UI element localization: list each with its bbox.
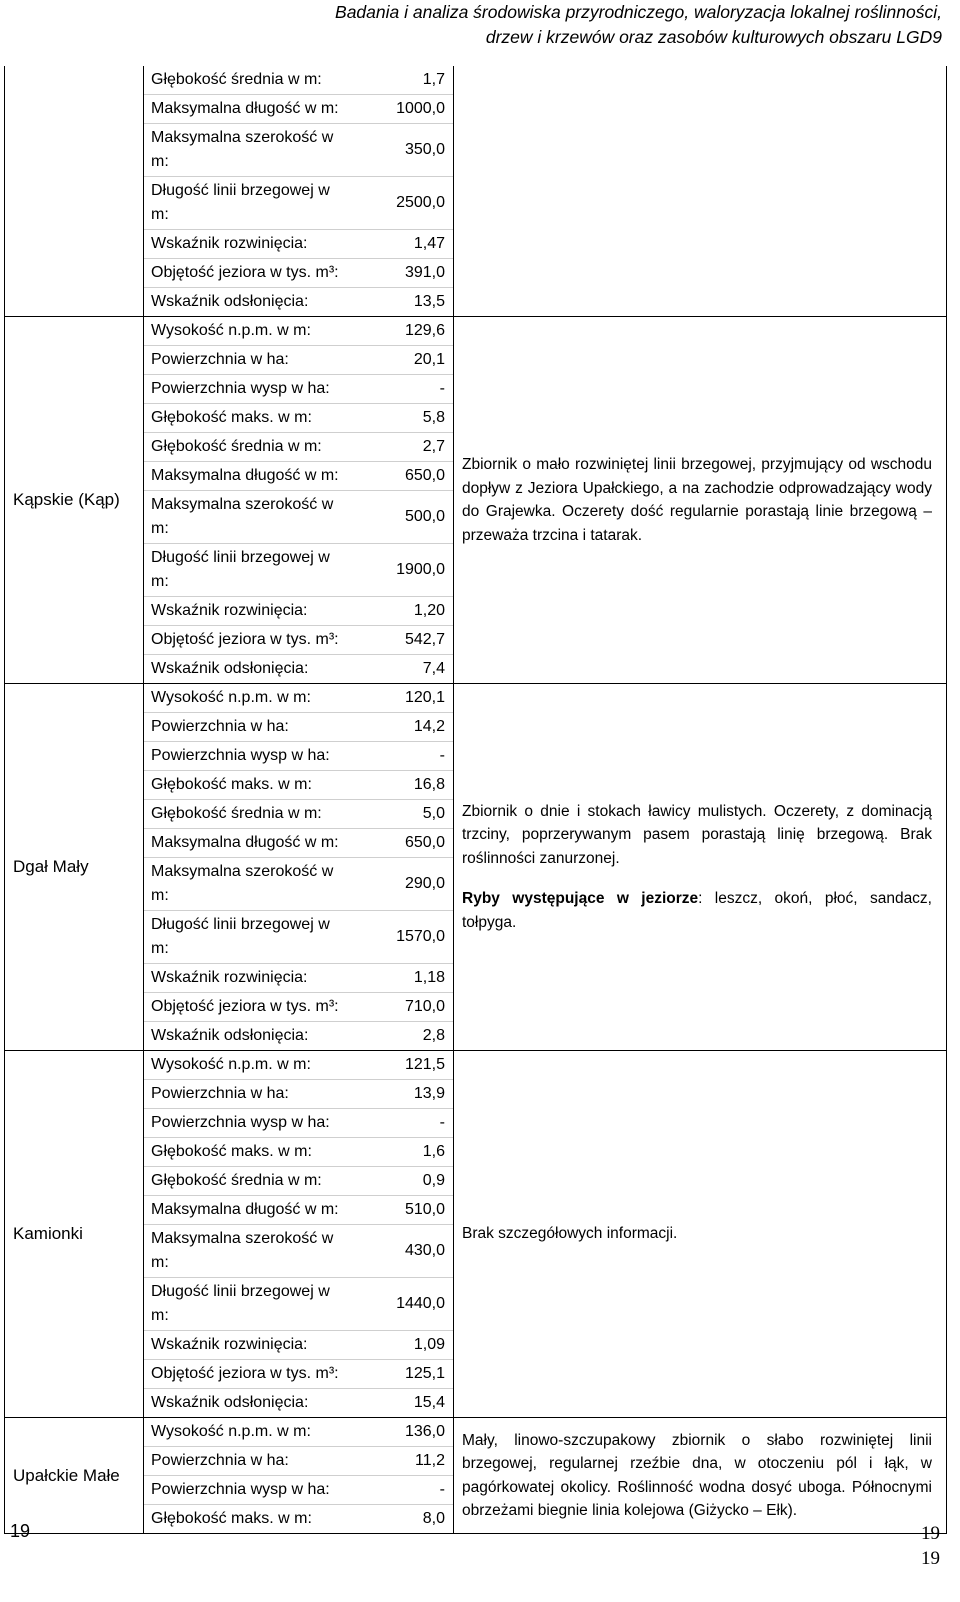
parameter-label: Głębokość maks. w m:: [144, 404, 354, 433]
parameter-label: Maksymalna szerokość w m:: [144, 124, 354, 177]
parameter-label: Wskaźnik odsłonięcia:: [144, 1389, 354, 1418]
parameter-value: 430,0: [354, 1225, 453, 1278]
parameter-label: Wysokość n.p.m. w m:: [151, 322, 311, 339]
parameter-row: [144, 1331, 453, 1360]
parameter-row: [144, 911, 453, 964]
parameter-value: 136,0: [404, 1423, 445, 1440]
page-number-right-2: 19: [921, 1548, 940, 1569]
lake-parameters: [144, 684, 454, 1051]
parameter-row: [144, 1505, 453, 1534]
parameter-value: 14,2: [354, 713, 453, 742]
parameter-row: [144, 177, 453, 230]
parameter-label: Wskaźnik rozwinięcia:: [144, 230, 354, 259]
parameter-value: 0,9: [354, 1167, 453, 1196]
parameter-row: [144, 1109, 453, 1138]
parameter-label: Powierzchnia wysp w ha:: [144, 1109, 354, 1138]
parameter-value: 500,0: [354, 491, 453, 544]
parameter-label: Głębokość maks. w m:: [144, 1505, 354, 1534]
parameter-label: Objętość jeziora w tys. m³:: [144, 993, 354, 1022]
parameter-row: [144, 1138, 453, 1167]
parameter-value: -: [354, 1109, 453, 1138]
parameter-value: 1570,0: [354, 911, 453, 964]
parameter-label: Długość linii brzegowej w m:: [144, 911, 354, 964]
parameter-label: Wysokość n.p.m. w m:: [151, 1056, 311, 1073]
description-paragraph: Zbiornik o mało rozwiniętej linii brzegowej, przyjmujący od wschodu dopływ z Jeziora Upałckiego, a na zachodzie odprowadzający wody do Grajewka. Oczerety dość regularnie porastają linie brzegową – przeważa trzcina i tatarak.: [462, 456, 932, 544]
parameter-label: Powierzchnia wysp w ha:: [144, 375, 354, 404]
parameters-table: [144, 684, 453, 1050]
parameters-table: [144, 1051, 453, 1417]
lake-row: [5, 317, 947, 684]
parameter-label: Wskaźnik rozwinięcia:: [144, 1331, 354, 1360]
parameter-value: 13,9: [354, 1080, 453, 1109]
parameter-row: [144, 66, 453, 95]
lake-description: [454, 1051, 947, 1418]
parameter-value: 5,0: [354, 800, 453, 829]
parameter-label: Głębokość maks. w m:: [144, 1138, 354, 1167]
lake-parameters: [144, 1418, 454, 1534]
fish-paragraph: [462, 887, 932, 934]
parameter-label: Powierzchnia w ha:: [144, 346, 354, 375]
parameter-label: Maksymalna długość w m:: [144, 462, 354, 491]
parameter-value: 5,8: [354, 404, 453, 433]
parameter-row: [144, 713, 453, 742]
parameter-row: [144, 375, 453, 404]
parameter-value: 1900,0: [354, 544, 453, 597]
parameter-label: Maksymalna długość w m:: [144, 829, 354, 858]
parameter-label: Wskaźnik odsłonięcia:: [144, 1022, 354, 1051]
parameter-row: [144, 433, 453, 462]
parameter-row: [144, 1418, 453, 1447]
parameter-label: Maksymalna szerokość w m:: [144, 1225, 354, 1278]
parameter-value: 510,0: [354, 1196, 453, 1225]
parameter-label: Głębokość maks. w m:: [144, 771, 354, 800]
header-line-2: drzew i krzewów oraz zasobów kulturowych obszaru LGD9: [485, 27, 942, 47]
parameter-row: [144, 684, 453, 713]
parameter-label: Powierzchnia w ha:: [144, 1080, 354, 1109]
lake-parameters: [144, 317, 454, 684]
parameter-value: 1,7: [422, 71, 445, 88]
parameter-value: 710,0: [354, 993, 453, 1022]
header-line-1: Badania i analiza środowiska przyrodniczego, waloryzacja lokalnej roślinności,: [335, 2, 942, 22]
fish-text: : leszcz, okoń, płoć, sandacz, tołpyga.: [462, 890, 932, 931]
lake-parameters: [144, 66, 454, 317]
parameter-label: Maksymalna długość w m:: [144, 95, 354, 124]
parameter-value: 13,5: [354, 288, 453, 317]
parameter-value: 290,0: [354, 858, 453, 911]
page-number-right: [921, 1521, 940, 1571]
parameter-value: 1,6: [354, 1138, 453, 1167]
parameter-row: [144, 1225, 453, 1278]
parameters-table: [144, 66, 453, 316]
parameter-value: 650,0: [354, 462, 453, 491]
parameter-label: Głębokość średnia w m:: [144, 1167, 354, 1196]
parameter-value: 2500,0: [354, 177, 453, 230]
parameter-row: [144, 346, 453, 375]
parameters-table: [144, 317, 453, 683]
parameter-row: [144, 771, 453, 800]
parameter-label: Powierzchnia w ha:: [144, 1447, 354, 1476]
parameter-row: [144, 404, 453, 433]
parameter-label: Długość linii brzegowej w m:: [144, 544, 354, 597]
parameter-label: Wskaźnik rozwinięcia:: [144, 597, 354, 626]
parameter-row: [144, 964, 453, 993]
parameter-value: 1,47: [354, 230, 453, 259]
parameter-value: 120,1: [404, 689, 445, 706]
parameter-row: [144, 597, 453, 626]
lake-parameters: [144, 1051, 454, 1418]
parameter-value: 20,1: [354, 346, 453, 375]
parameter-label: Długość linii brzegowej w m:: [144, 177, 354, 230]
lake-description: [454, 684, 947, 1051]
lakes-table: [4, 66, 947, 1534]
parameters-table: [144, 1418, 453, 1533]
parameter-value: 1000,0: [354, 95, 453, 124]
parameter-row: [144, 95, 453, 124]
parameter-value: 129,6: [404, 322, 445, 339]
parameter-row: [144, 124, 453, 177]
parameter-label: Wskaźnik rozwinięcia:: [144, 964, 354, 993]
parameter-label: Powierzchnia w ha:: [144, 713, 354, 742]
lake-description: [454, 66, 947, 317]
parameter-value: 391,0: [354, 259, 453, 288]
parameter-row: [144, 1447, 453, 1476]
parameter-value: 1,09: [354, 1331, 453, 1360]
parameter-value: -: [354, 742, 453, 771]
parameter-row: [144, 800, 453, 829]
lake-name: Kamionki: [5, 1051, 144, 1418]
lake-name: Dgał Mały: [5, 684, 144, 1051]
parameter-value: 7,4: [354, 655, 453, 684]
parameter-label: Wysokość n.p.m. w m:: [151, 1423, 311, 1440]
parameter-row: [144, 1051, 453, 1080]
parameter-row: [144, 1360, 453, 1389]
parameter-row: [144, 742, 453, 771]
fish-label: Ryby występujące w jeziorze: [462, 890, 699, 908]
parameter-value: 2,8: [354, 1022, 453, 1051]
parameter-value: 121,5: [404, 1056, 445, 1073]
parameter-value: 1,18: [354, 964, 453, 993]
parameter-value: 2,7: [354, 433, 453, 462]
parameter-value: -: [354, 1476, 453, 1505]
parameter-row: [144, 491, 453, 544]
lake-row: [5, 1418, 947, 1534]
lake-row: [5, 1051, 947, 1418]
parameter-label: Objętość jeziora w tys. m³:: [144, 259, 354, 288]
parameter-value: 1440,0: [354, 1278, 453, 1331]
parameter-row: [144, 259, 453, 288]
parameter-label: Powierzchnia wysp w ha:: [144, 742, 354, 771]
parameter-row: [144, 317, 453, 346]
parameter-value: 125,1: [354, 1360, 453, 1389]
parameter-label: Głębokość średnia w m:: [144, 433, 354, 462]
parameter-value: 15,4: [354, 1389, 453, 1418]
parameter-label: Maksymalna szerokość w m:: [144, 491, 354, 544]
lake-description: [454, 317, 947, 684]
parameter-row: [144, 1196, 453, 1225]
parameter-row: [144, 230, 453, 259]
parameter-row: [144, 1167, 453, 1196]
lake-name: Kąpskie (Kąp): [5, 317, 144, 684]
parameter-label: Głębokość średnia w m:: [144, 800, 354, 829]
parameter-label: Objętość jeziora w tys. m³:: [144, 626, 354, 655]
parameter-value: 16,8: [354, 771, 453, 800]
lake-name: Upałckie Małe: [5, 1418, 144, 1534]
parameter-row: [144, 626, 453, 655]
parameter-label: Maksymalna długość w m:: [144, 1196, 354, 1225]
parameter-row: [144, 1476, 453, 1505]
page-header: [335, 0, 942, 50]
parameter-label: Wskaźnik odsłonięcia:: [144, 655, 354, 684]
parameter-label: Objętość jeziora w tys. m³:: [144, 1360, 354, 1389]
lake-name: [5, 66, 144, 317]
description-paragraph: Zbiornik o dnie i stokach ławicy mulistych. Oczerety, z dominacją trzciny, poprzerywanym pasem porastają linię brzegową. Brak roślinności zanurzonej.: [462, 802, 932, 867]
parameter-row: [144, 544, 453, 597]
parameter-value: 542,7: [354, 626, 453, 655]
parameter-value: -: [354, 375, 453, 404]
parameter-label: Maksymalna szerokość w m:: [144, 858, 354, 911]
parameter-row: [144, 1389, 453, 1418]
parameter-row: [144, 1080, 453, 1109]
parameter-value: 8,0: [354, 1505, 453, 1534]
parameter-label: Długość linii brzegowej w m:: [144, 1278, 354, 1331]
parameter-row: [144, 288, 453, 317]
page-number-left: 19: [10, 1521, 31, 1541]
parameter-value: 1,20: [354, 597, 453, 626]
parameter-label: Wskaźnik odsłonięcia:: [144, 288, 354, 317]
parameter-label: Wysokość n.p.m. w m:: [151, 689, 311, 706]
parameter-value: 11,2: [354, 1447, 453, 1476]
lake-row: [5, 684, 947, 1051]
parameter-value: 350,0: [354, 124, 453, 177]
parameter-row: [144, 655, 453, 684]
parameter-row: [144, 462, 453, 491]
parameter-label: Głębokość średnia w m:: [151, 71, 322, 88]
parameter-row: [144, 829, 453, 858]
parameter-row: [144, 1278, 453, 1331]
parameter-label: Powierzchnia wysp w ha:: [144, 1476, 354, 1505]
description-paragraph: Brak szczegółowych informacji.: [462, 1225, 678, 1243]
parameter-row: [144, 1022, 453, 1051]
lake-description: [454, 1418, 947, 1534]
description-paragraph: Mały, linowo-szczupakowy zbiornik o słabo rozwiniętej linii brzegowej, regularnej rzeźbie dna, w otoczeniu pól i łąk, w pagórkowatej okolicy. Roślinność wodna dosyć uboga. Północnymi obrzeżami biegnie linia kolejowa (Giżycko – Ełk).: [462, 1431, 932, 1519]
parameter-value: 650,0: [354, 829, 453, 858]
page-number-right-1: 19: [921, 1523, 940, 1544]
parameter-row: [144, 858, 453, 911]
parameter-row: [144, 993, 453, 1022]
lake-row: [5, 66, 947, 317]
